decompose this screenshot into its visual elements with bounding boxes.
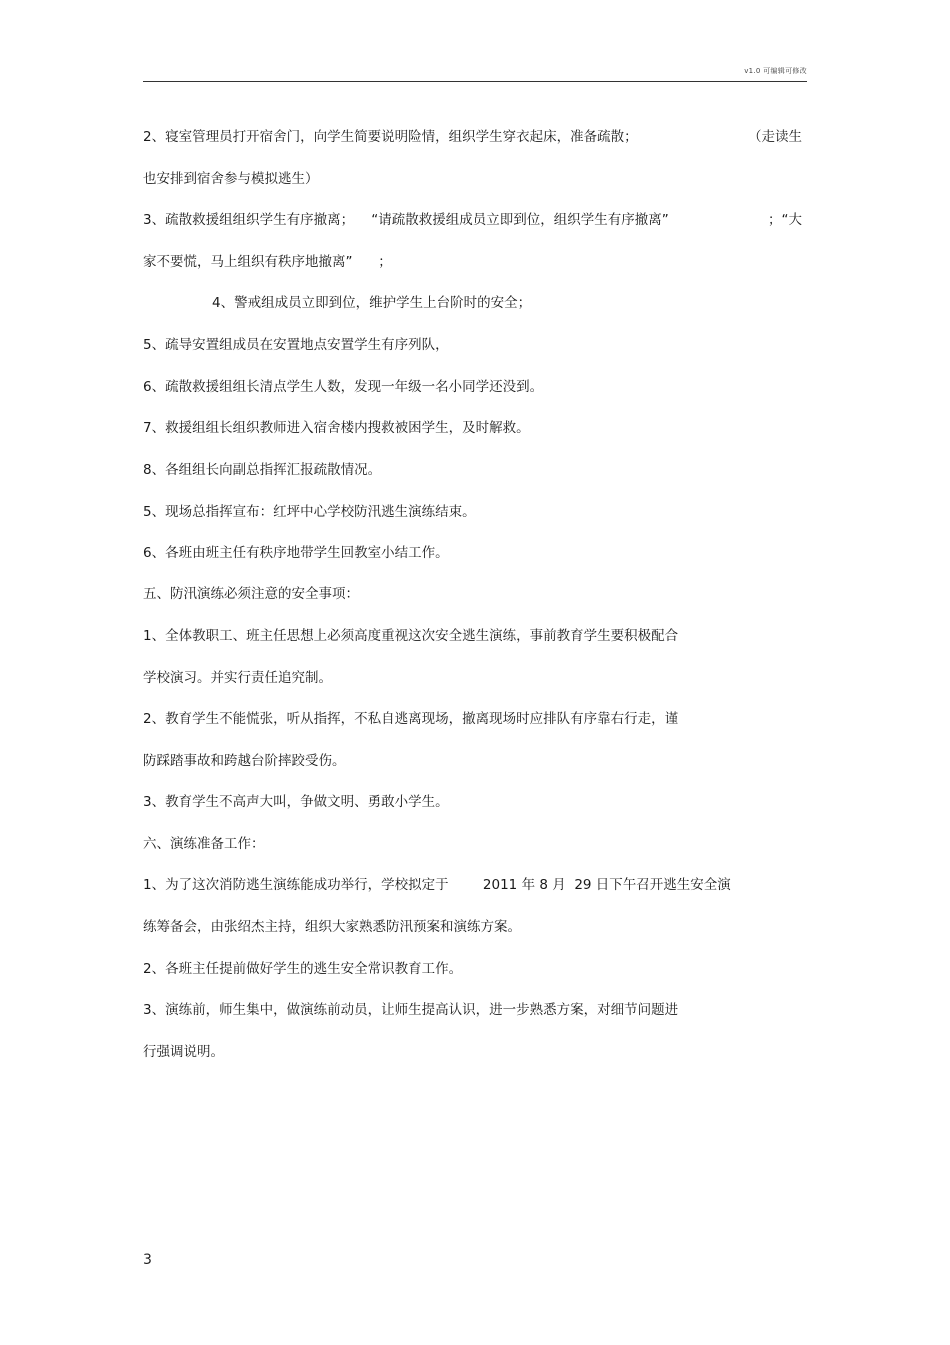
body-line: 2、教育学生不能慌张，听从指挥，不私自逃离现场，撤离现场时应排队有序靠右行走，谨: [143, 711, 679, 727]
body-line: 练筹备会，由张绍杰主持，组织大家熟悉防汛预案和演练方案。: [143, 919, 521, 935]
body-line: 5、疏导安置组成员在安置地点安置学生有序列队，: [143, 337, 449, 353]
body-line: 行强调说明。: [143, 1044, 224, 1060]
body-line: 3、疏散救援组组织学生有序撤离； “请疏散救援组成员立即到位，组织学生有序撤离”: [143, 212, 669, 228]
body-line: 1、为了这次消防逃生演练能成功举行，学校拟定于 2011 年 8 月 29 日下午召开逃生安全演: [143, 877, 731, 893]
body-line: 4、警戒组成员立即到位，维护学生上台阶时的安全；: [212, 295, 532, 311]
body-line: 1、全体教职工、班主任思想上必须高度重视这次安全逃生演练，事前教育学生要积极配合: [143, 628, 679, 644]
body-line: 也安排到宿舍参与模拟逃生）: [143, 171, 319, 187]
body-line: 6、疏散救援组组长清点学生人数，发现一年级一名小同学还没到。: [143, 379, 544, 395]
body-line: 2、各班主任提前做好学生的逃生安全常识教育工作。: [143, 961, 463, 977]
header-version-note: v1.0 可编辑可修改: [744, 67, 807, 75]
body-line: 5、现场总指挥宣布：红坪中心学校防汛逃生演练结束。: [143, 504, 476, 520]
page-number: 3: [143, 1252, 152, 1268]
section-heading: 六、演练准备工作：: [143, 836, 265, 852]
body-line: 6、各班由班主任有秩序地带学生回教室小结工作。: [143, 545, 449, 561]
body-line: 3、教育学生不高声大叫，争做文明、勇敢小学生。: [143, 794, 449, 810]
body-line: 7、救援组组长组织教师进入宿舍楼内搜救被困学生，及时解救。: [143, 420, 530, 436]
section-heading: 五、防汛演练必须注意的安全事项：: [143, 586, 359, 602]
body-line: 防踩踏事故和跨越台阶摔跤受伤。: [143, 753, 346, 769]
body-line: 2、寝室管理员打开宿舍门，向学生简要说明险情，组织学生穿衣起床，准备疏散；: [143, 129, 638, 145]
body-line: 8、各组组长向副总指挥汇报疏散情况。: [143, 462, 382, 478]
body-line: 3、演练前，师生集中，做演练前动员，让师生提高认识，进一步熟悉方案，对细节问题进: [143, 1002, 679, 1018]
body-line: 家不要慌，马上组织有秩序地撤离” ；: [143, 254, 392, 270]
body-line-tail: ；“大: [768, 212, 802, 228]
body-line: 学校演习。并实行责任追究制。: [143, 670, 332, 686]
header-divider: [143, 81, 807, 82]
body-line-tail: （走读生: [748, 129, 802, 145]
